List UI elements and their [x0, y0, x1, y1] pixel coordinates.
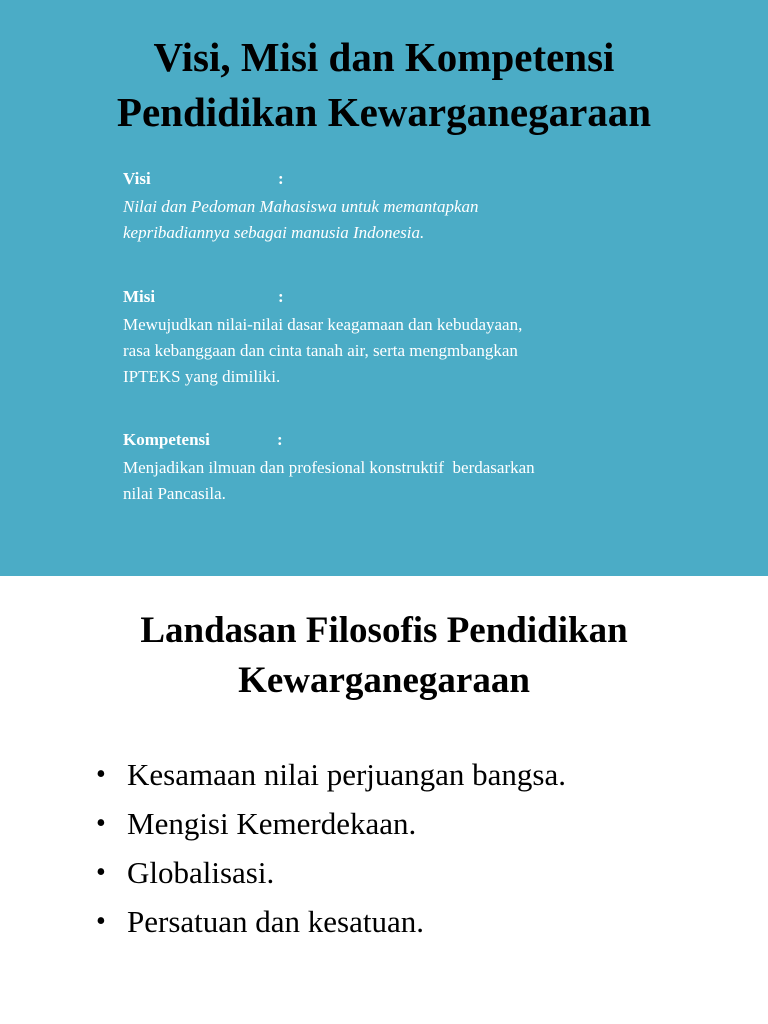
bullet-dot-icon: •: [96, 759, 106, 790]
bullet-item: [96, 799, 566, 848]
slide1-title: [0, 30, 768, 140]
visi-heading: [123, 168, 683, 190]
bullet-dot-icon: •: [96, 857, 106, 888]
slide2-title-line2: Kewarganegaraan: [238, 660, 530, 701]
slide2-title-line1: Landasan Filosofis Pendidikan: [140, 610, 628, 651]
visi-label: Visi: [123, 169, 151, 188]
misi-heading: [123, 286, 683, 308]
visi-section: [123, 168, 683, 246]
kompetensi-colon: :: [277, 430, 283, 449]
bullet-text: Persatuan dan kesatuan.: [127, 904, 424, 939]
misi-text-line1: Mewujudkan nilai-nilai dasar keagamaan dan kebudayaan,: [123, 315, 523, 334]
visi-text-line2: kepribadiannya sebagai manusia Indonesia.: [123, 223, 425, 242]
bullet-text: Kesamaan nilai perjuangan bangsa.: [127, 757, 566, 792]
bullet-text: Globalisasi.: [127, 855, 275, 890]
kompetensi-text-line1: Menjadikan ilmuan dan profesional konstruktif berdasarkan: [123, 458, 535, 477]
bullet-list: [96, 750, 566, 946]
kompetensi-heading: [123, 429, 683, 451]
bullet-text: Mengisi Kemerdekaan.: [127, 806, 417, 841]
kompetensi-label: Kompetensi: [123, 430, 210, 449]
bullet-item: [96, 848, 566, 897]
bullet-dot-icon: •: [96, 906, 106, 937]
bullet-item: [96, 897, 566, 946]
misi-colon: :: [278, 287, 284, 306]
visi-text-line1: Nilai dan Pedoman Mahasiswa untuk memantapkan: [123, 197, 479, 216]
slide1-title-line1: Visi, Misi dan Kompetensi: [153, 34, 615, 80]
slide1-title-line2: Pendidikan Kewarganegaraan: [116, 89, 652, 135]
misi-label: Misi: [123, 287, 156, 306]
bullet-item: [96, 750, 566, 799]
misi-text-line3: IPTEKS yang dimiliki.: [123, 367, 281, 386]
misi-text: [123, 312, 683, 390]
kompetensi-text: [123, 455, 683, 507]
slide-landasan-filosofis: [0, 576, 768, 1024]
kompetensi-text-line2: nilai Pancasila.: [123, 484, 226, 503]
misi-section: [123, 286, 683, 390]
visi-text: [123, 194, 683, 246]
visi-colon: :: [278, 169, 284, 188]
misi-text-line2: rasa kebanggaan dan cinta tanah air, serta mengmbangkan: [123, 341, 518, 360]
kompetensi-section: [123, 429, 683, 507]
bullet-dot-icon: •: [96, 808, 106, 839]
slide2-title: [0, 606, 768, 706]
